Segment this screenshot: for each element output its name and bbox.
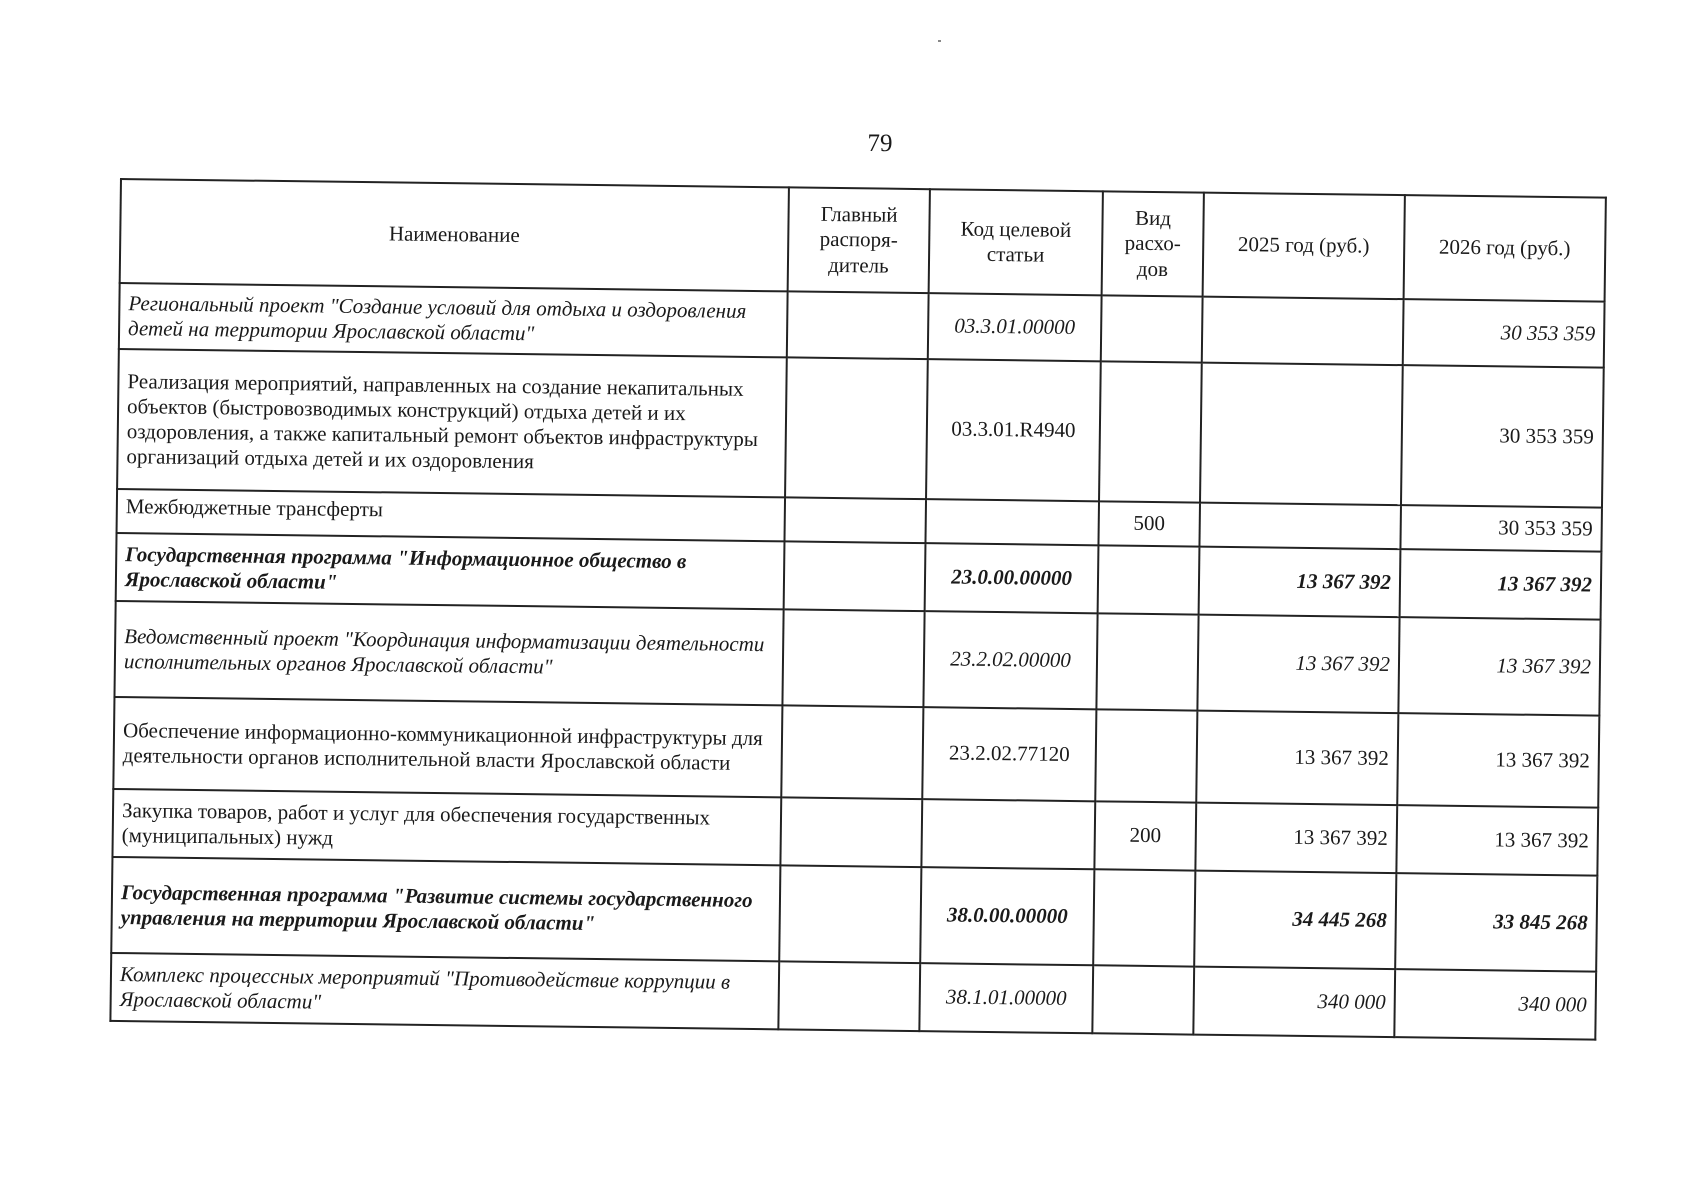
row-main-manager xyxy=(779,865,921,963)
header-name: Наименование xyxy=(120,179,789,291)
row-target-code: 23.2.02.77120 xyxy=(922,707,1096,801)
header-year-2026: 2026 год (руб.) xyxy=(1404,195,1606,302)
row-expense-type xyxy=(1098,545,1200,614)
row-year-2026: 13 367 392 xyxy=(1397,713,1599,808)
row-year-2025 xyxy=(1200,363,1403,506)
row-year-2025: 34 445 268 xyxy=(1194,871,1396,970)
row-year-2025: 340 000 xyxy=(1193,967,1395,1038)
row-main-manager xyxy=(785,357,928,499)
row-year-2026: 13 367 392 xyxy=(1400,549,1602,620)
row-year-2025: 13 367 392 xyxy=(1196,711,1398,806)
header-main-manager: Главный распоря-дитель xyxy=(788,187,930,293)
row-expense-type: 200 xyxy=(1094,801,1196,870)
row-expense-type xyxy=(1092,965,1194,1034)
row-year-2025 xyxy=(1202,297,1404,366)
row-year-2026: 340 000 xyxy=(1394,969,1596,1040)
row-year-2026: 13 367 392 xyxy=(1398,617,1600,716)
row-main-manager xyxy=(778,961,920,1031)
row-year-2026: 30 353 359 xyxy=(1401,365,1604,508)
row-name: Региональный проект "Создание условий для отдыха и оздоровления детей на территории Ярославской области" xyxy=(119,283,788,357)
row-target-code: 38.0.00.00000 xyxy=(920,867,1094,965)
row-expense-type xyxy=(1093,869,1195,966)
row-main-manager xyxy=(784,541,926,611)
row-main-manager xyxy=(784,497,926,543)
row-expense-type xyxy=(1101,295,1203,362)
row-name: Межбюджетные трансферты xyxy=(117,489,786,541)
row-year-2026: 30 353 359 xyxy=(1403,299,1605,368)
row-year-2025: 13 367 392 xyxy=(1197,615,1399,714)
row-main-manager xyxy=(787,291,929,359)
budget-table xyxy=(109,178,1606,1041)
row-main-manager xyxy=(780,797,922,867)
row-name: Обеспечение информационно-коммуникационной инфраструктуры для деятельности органов исполнительной власти Ярославской области xyxy=(113,697,782,797)
row-target-code: 38.1.01.00000 xyxy=(919,963,1093,1033)
row-year-2025: 13 367 392 xyxy=(1195,803,1397,874)
header-target-code: Код целевой статьи xyxy=(929,189,1103,295)
row-main-manager xyxy=(782,609,924,707)
row-year-2026: 13 367 392 xyxy=(1396,805,1598,876)
row-target-code xyxy=(925,499,1099,545)
row-year-2025 xyxy=(1199,503,1401,550)
header-expense-type: Вид расхо-дов xyxy=(1102,191,1204,296)
row-name: Ведомственный проект "Координация информатизации деятельности исполнительных органов Ярославской области" xyxy=(114,601,783,705)
row-target-code: 03.3.01.R4940 xyxy=(926,359,1101,501)
row-expense-type: 500 xyxy=(1098,501,1200,546)
row-target-code xyxy=(921,799,1095,869)
row-expense-type xyxy=(1095,709,1197,802)
table-row xyxy=(117,349,1604,508)
row-expense-type xyxy=(1096,613,1198,710)
row-main-manager xyxy=(781,705,923,799)
row-name: Закупка товаров, работ и услуг для обеспечения государственных (муниципальных) нужд xyxy=(112,789,781,865)
row-name: Государственная программа "Развитие системы государственного управления на территории Ярославской области" xyxy=(111,857,780,961)
header-year-2025: 2025 год (руб.) xyxy=(1203,193,1405,300)
scan-speck xyxy=(938,40,941,42)
row-target-code: 23.2.02.00000 xyxy=(923,611,1097,709)
row-expense-type xyxy=(1099,361,1202,502)
row-target-code: 03.3.01.00000 xyxy=(928,293,1102,361)
row-name: Реализация мероприятий, направленных на создание некапитальных объектов (быстровозводимых конструкций) отдыха детей и их оздоровления, а также капитальный ремонт объектов инфраструктуры организаций отдыха детей и их оздоровления xyxy=(117,349,787,497)
table-row xyxy=(114,601,1600,716)
row-year-2025: 13 367 392 xyxy=(1199,547,1401,618)
row-name: Комплекс процессных мероприятий "Противодействие коррупции в Ярославской области" xyxy=(110,953,779,1029)
page-number: 79 xyxy=(867,130,893,157)
budget-table-container xyxy=(109,178,1604,1041)
table-row xyxy=(111,857,1597,972)
row-year-2026: 33 845 268 xyxy=(1395,873,1597,972)
row-year-2026: 30 353 359 xyxy=(1400,505,1602,552)
row-name: Государственная программа "Информационное общество в Ярославской области" xyxy=(116,533,785,609)
table-header-row xyxy=(120,179,1606,302)
row-target-code: 23.0.00.00000 xyxy=(925,543,1099,613)
